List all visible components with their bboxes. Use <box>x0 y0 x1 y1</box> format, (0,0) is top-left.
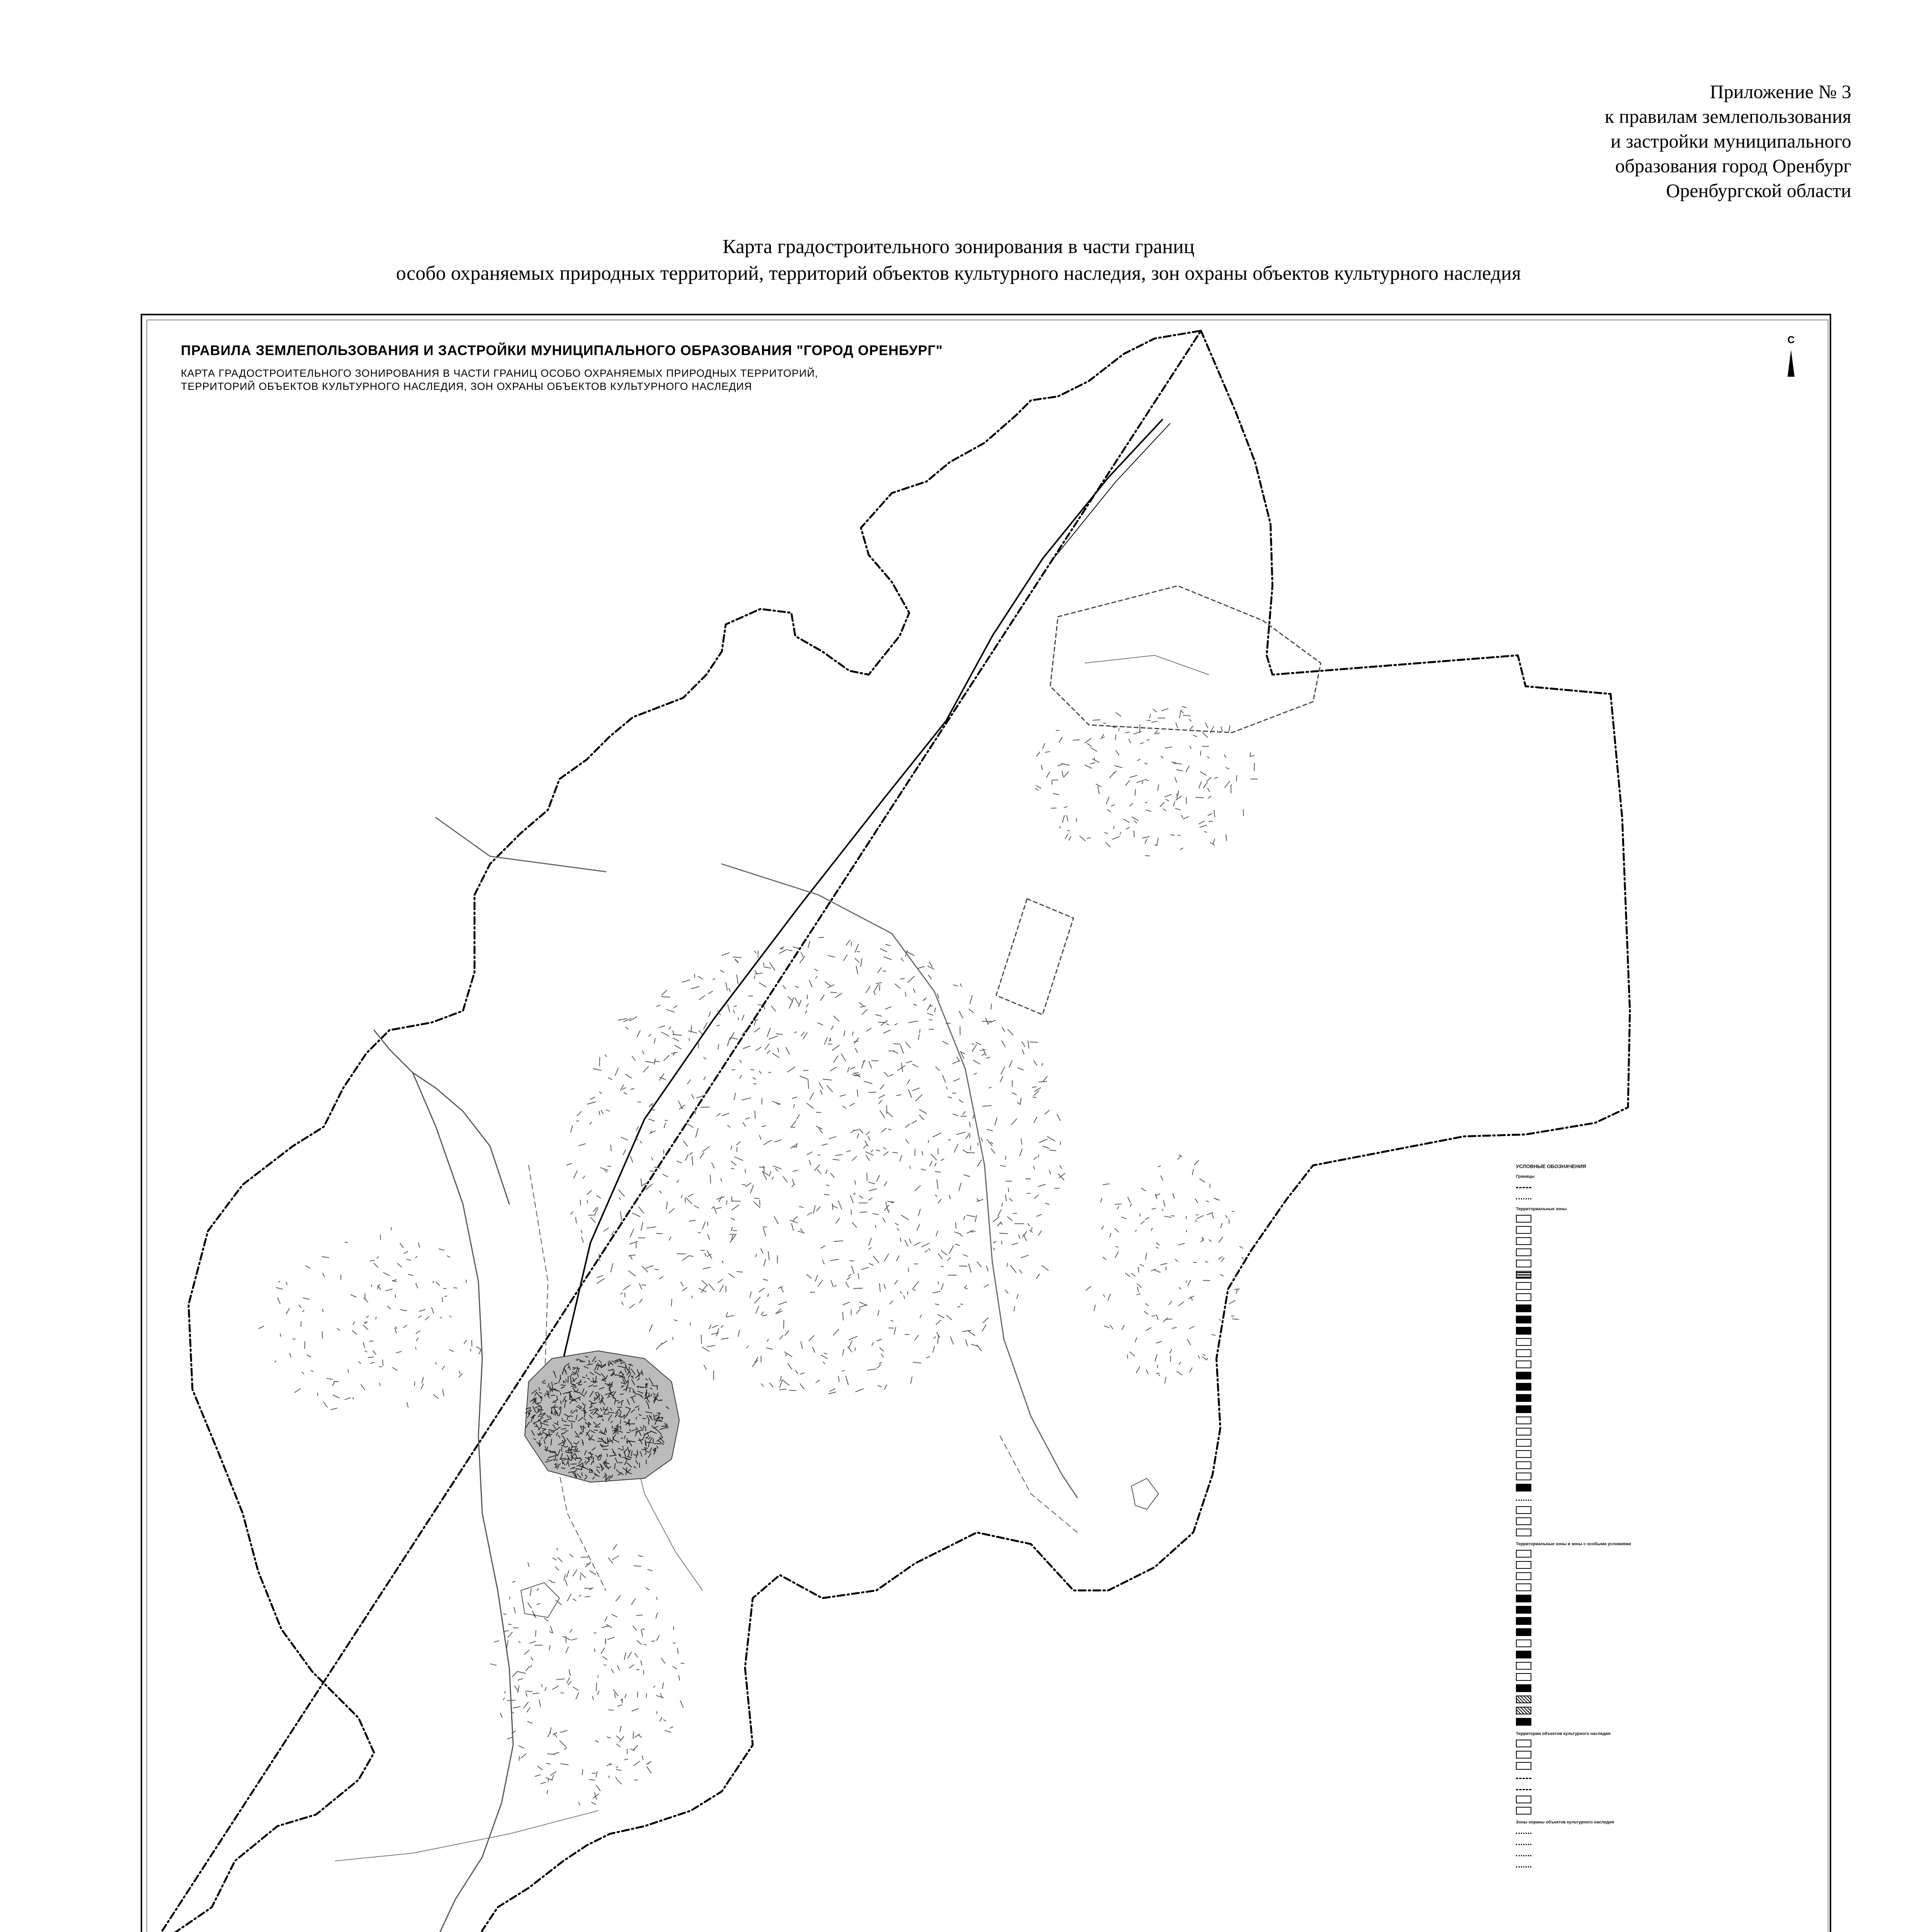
legend-item <box>1516 1482 1802 1493</box>
legend-item <box>1516 1672 1802 1682</box>
appendix-block <box>1349 79 1851 203</box>
legend-item <box>1516 1760 1802 1771</box>
legend-swatch-striped <box>1516 1271 1531 1279</box>
road-line <box>436 818 606 872</box>
appendix-line: образования город Оренбург <box>1615 155 1851 177</box>
north-letter: С <box>1787 334 1795 345</box>
legend-item <box>1516 1314 1802 1325</box>
building-texture <box>259 706 1258 1806</box>
legend-section-title: Территории объектов культурного наследия <box>1516 1731 1611 1736</box>
legend-item <box>1516 1404 1802 1414</box>
legend-swatch-dotted <box>1516 1500 1531 1501</box>
legend-swatch-dotted <box>1516 1833 1531 1834</box>
legend-item <box>1516 1717 1802 1727</box>
legend-swatch-outline <box>1516 1751 1531 1759</box>
document-title-line-2: особо охраняемых природных территорий, территорий объектов культурного наследия, зон охраны объектов культурного наследия <box>396 262 1521 284</box>
north-arrow <box>1783 334 1799 377</box>
legend-swatch-outline <box>1516 1439 1531 1447</box>
legend-item <box>1516 1359 1802 1369</box>
legend-swatch-outline <box>1516 1740 1531 1747</box>
north-arrow-icon <box>1788 350 1795 377</box>
legend-item <box>1516 1683 1802 1694</box>
map-header <box>181 342 943 393</box>
lake-outline <box>521 1583 560 1617</box>
legend-item <box>1516 1827 1802 1837</box>
map-title: ПРАВИЛА ЗЕМЛЕПОЛЬЗОВАНИЯ И ЗАСТРОЙКИ МУНИЦИПАЛЬНОГО ОБРАЗОВАНИЯ "ГОРОД ОРЕНБУРГ" <box>181 342 943 358</box>
legend-swatch-outline <box>1516 1248 1531 1256</box>
appendix-line: Приложение № 3 <box>1709 81 1851 102</box>
legend-swatch-outline <box>1516 1237 1531 1245</box>
legend-item <box>1516 1213 1802 1224</box>
legend-item <box>1516 1258 1802 1269</box>
legend-swatch-solid <box>1516 1684 1531 1692</box>
legend-swatch-solid <box>1516 1718 1531 1726</box>
document-title <box>0 234 1917 287</box>
legend-swatch-dashed <box>1516 1187 1531 1188</box>
legend-swatch-outline <box>1516 1215 1531 1223</box>
legend-swatch-outline <box>1516 1349 1531 1357</box>
legend-swatch-solid <box>1516 1383 1531 1391</box>
legend-item <box>1516 1594 1802 1604</box>
legend-item <box>1516 1772 1802 1782</box>
legend-swatch-outline <box>1516 1673 1531 1681</box>
legend-item <box>1516 1694 1802 1705</box>
legend-item <box>1516 1738 1802 1748</box>
appendix-line: и застройки муниципального <box>1611 130 1851 152</box>
legend-swatch-outline <box>1516 1807 1531 1815</box>
legend-swatch-dashed <box>1516 1778 1531 1779</box>
map-subtitle <box>181 367 943 393</box>
legend-swatch-solid <box>1516 1484 1531 1492</box>
legend-item <box>1516 1236 1802 1246</box>
appendix-line: Оренбургской области <box>1666 180 1851 201</box>
legend-item <box>1516 1437 1802 1448</box>
map-frame <box>141 314 1831 1932</box>
map-subtitle-line-2: ТЕРРИТОРИЙ ОБЪЕКТОВ КУЛЬТУРНОГО НАСЛЕДИЯ, ЗОН ОХРАНЫ ОБЪЕКТОВ КУЛЬТУРНОГО НАСЛЕДИЯ <box>181 380 752 392</box>
road-line <box>335 1811 598 1861</box>
road-line <box>1085 655 1209 675</box>
legend-item <box>1516 1527 1802 1537</box>
legend-item <box>1516 1247 1802 1257</box>
legend-swatch-outline <box>1516 1338 1531 1346</box>
legend-item <box>1516 1650 1802 1660</box>
legend-item <box>1516 1393 1802 1403</box>
legend-section-title: Границы <box>1516 1174 1535 1179</box>
legend-swatch-outline <box>1516 1762 1531 1770</box>
legend-item <box>1516 1616 1802 1626</box>
legend-swatch-solid <box>1516 1405 1531 1413</box>
legend-item <box>1516 1605 1802 1615</box>
city-boundary <box>150 331 1630 1932</box>
legend-item <box>1516 1471 1802 1481</box>
airport-area <box>1050 586 1321 733</box>
legend-item <box>1516 1415 1802 1425</box>
legend-item <box>1516 1269 1802 1280</box>
legend-item <box>1516 1337 1802 1347</box>
legend-swatch-outline <box>1516 1450 1531 1458</box>
legend-swatch-solid <box>1516 1651 1531 1658</box>
legend-swatch-outline <box>1516 1428 1531 1435</box>
legend-swatch-outline <box>1516 1639 1531 1647</box>
legend-section-title: Территориальные зоны и зоны с особыми условиями <box>1516 1542 1631 1547</box>
legend-swatch-solid <box>1516 1327 1531 1335</box>
legend-item <box>1516 1849 1802 1859</box>
legend-item <box>1516 1493 1802 1504</box>
legend-item <box>1516 1571 1802 1582</box>
legend-item <box>1516 1181 1802 1191</box>
legend-item <box>1516 1460 1802 1470</box>
legend-swatch-dotted <box>1516 1198 1531 1199</box>
legend-swatch-outline <box>1516 1561 1531 1569</box>
railway-line <box>1050 423 1170 563</box>
road-line <box>722 864 1077 1498</box>
legend-item <box>1516 1192 1802 1202</box>
appendix-line: к правилам землепользования <box>1604 105 1851 127</box>
legend-heading: УСЛОВНЫЕ ОБОЗНАЧЕНИЯ <box>1516 1163 1586 1169</box>
legend-item <box>1516 1225 1802 1235</box>
river-line <box>413 1073 509 1204</box>
legend-item <box>1516 1627 1802 1638</box>
legend-swatch-solid <box>1516 1628 1531 1636</box>
legend-swatch-outline <box>1516 1361 1531 1368</box>
legend-item <box>1516 1805 1802 1816</box>
legend-swatch-outline <box>1516 1260 1531 1267</box>
legend-swatch-outline <box>1516 1282 1531 1290</box>
lake-outline <box>1131 1478 1158 1509</box>
legend-item <box>1516 1749 1802 1760</box>
legend-swatch-dotted <box>1516 1844 1531 1845</box>
legend-swatch-outline <box>1516 1796 1531 1803</box>
industrial-plot <box>996 899 1073 1015</box>
legend-swatch-dotted <box>1516 1866 1531 1867</box>
legend-swatch-solid <box>1516 1304 1531 1312</box>
legend-item <box>1516 1449 1802 1459</box>
legend-swatch-dotted <box>1516 1855 1531 1856</box>
legend-item <box>1516 1582 1802 1593</box>
legend-item <box>1516 1560 1802 1570</box>
legend-swatch-outline <box>1516 1662 1531 1670</box>
legend-swatch-outline <box>1516 1583 1531 1591</box>
legend-item <box>1516 1303 1802 1313</box>
legend-swatch-outline <box>1516 1572 1531 1580</box>
legend-item <box>1516 1516 1802 1526</box>
legend-swatch-solid <box>1516 1372 1531 1379</box>
legend-section-title: Территориальные зоны <box>1516 1207 1567 1212</box>
legend-swatch-outline <box>1516 1417 1531 1424</box>
legend-swatch-outline <box>1516 1529 1531 1536</box>
legend-item <box>1516 1381 1802 1392</box>
legend-swatch-outline <box>1516 1517 1531 1525</box>
legend-swatch-solid <box>1516 1316 1531 1323</box>
legend-swatch-solid <box>1516 1595 1531 1602</box>
legend-swatch-outline <box>1516 1226 1531 1234</box>
legend-item <box>1516 1838 1802 1848</box>
legend-item <box>1516 1281 1802 1291</box>
legend-item <box>1516 1860 1802 1871</box>
legend-swatch-solid <box>1516 1394 1531 1402</box>
legend-item <box>1516 1794 1802 1804</box>
legend-item <box>1516 1292 1802 1302</box>
map-legend <box>1516 1163 1802 1871</box>
railway-line <box>548 420 1162 1436</box>
legend-swatch-outline <box>1516 1461 1531 1469</box>
legend-item <box>1516 1370 1802 1381</box>
legend-swatch-solid <box>1516 1617 1531 1625</box>
legend-item <box>1516 1348 1802 1358</box>
document-title-line-1: Карта градостроительного зонирования в части границ <box>722 236 1195 258</box>
legend-item <box>1516 1325 1802 1336</box>
legend-item <box>1516 1783 1802 1793</box>
legend-swatch-dashed <box>1516 1789 1531 1790</box>
legend-item <box>1516 1426 1802 1437</box>
legend-item <box>1516 1505 1802 1515</box>
legend-swatch-outline <box>1516 1473 1531 1480</box>
district-boundary <box>1000 1436 1077 1532</box>
legend-item <box>1516 1638 1802 1649</box>
legend-item <box>1516 1549 1802 1559</box>
legend-section-title: Зоны охраны объектов культурного наследия <box>1516 1820 1614 1825</box>
legend-swatch-hatched <box>1516 1696 1531 1703</box>
legend-swatch-outline <box>1516 1550 1531 1558</box>
legend-swatch-outline <box>1516 1506 1531 1514</box>
map-subtitle-line-1: КАРТА ГРАДОСТРОИТЕЛЬНОГО ЗОНИРОВАНИЯ В ЧАСТИ ГРАНИЦ ОСОБО ОХРАНЯЕМЫХ ПРИРОДНЫХ ТЕРРИТОРИЙ, <box>181 367 818 379</box>
legend-swatch-solid <box>1516 1606 1531 1614</box>
legend-swatch-outline <box>1516 1293 1531 1301</box>
legend-swatch-hatched <box>1516 1707 1531 1714</box>
river-line <box>374 1030 513 1932</box>
legend-item <box>1516 1706 1802 1716</box>
legend-item <box>1516 1661 1802 1671</box>
